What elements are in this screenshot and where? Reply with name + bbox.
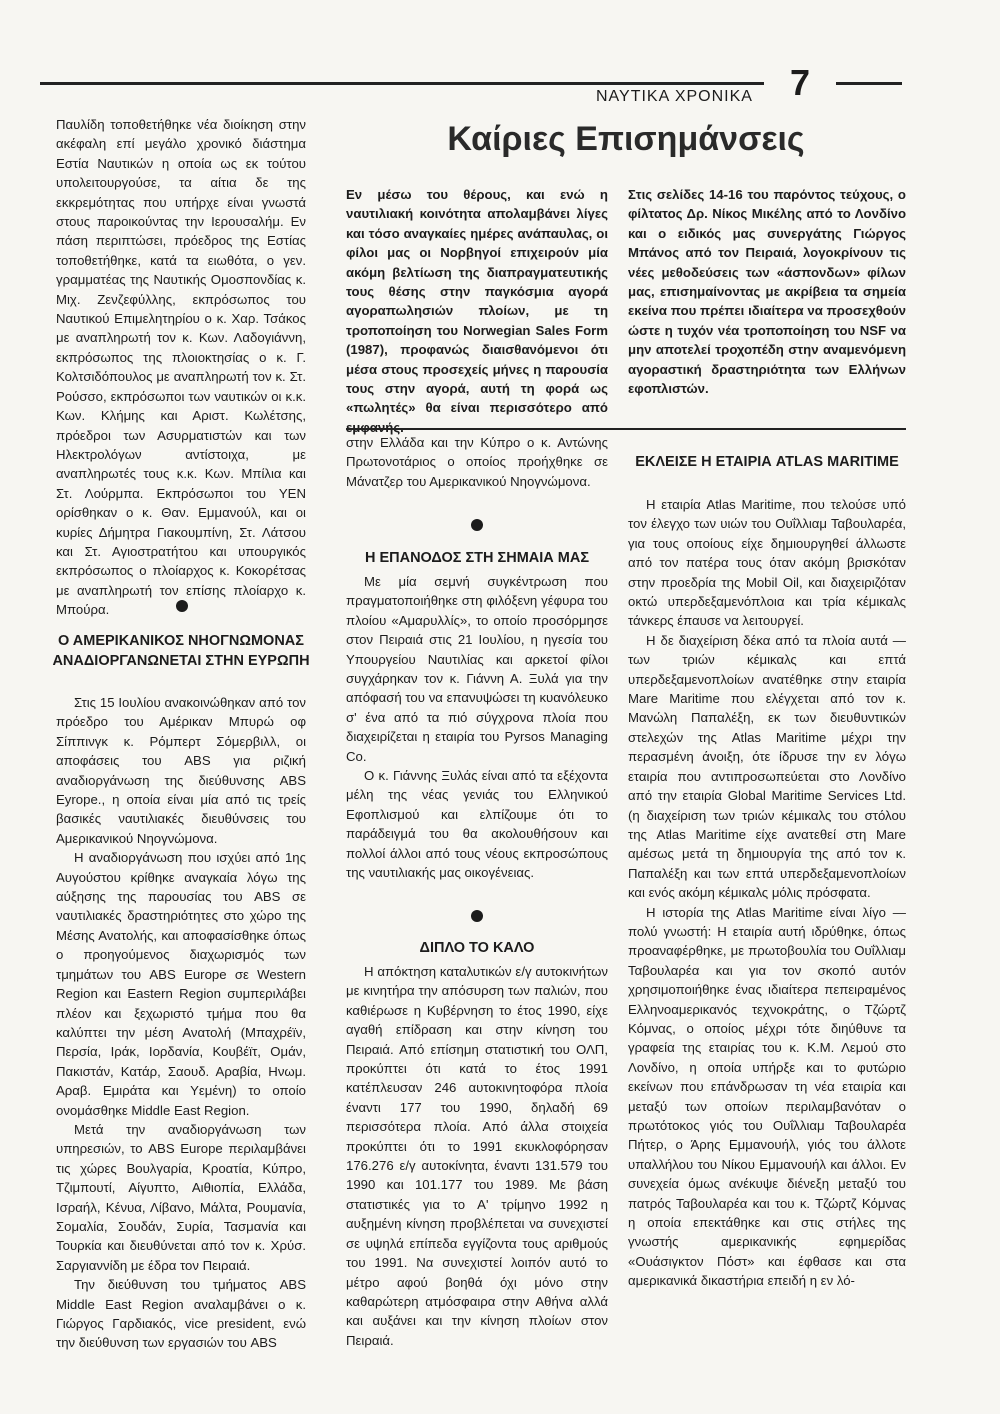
continuation-paragraph: στην Ελλάδα και την Κύπρο ο κ. Αντώνης Πρωτονοτάριος ο οποίος προήχθηκε σε Μάνατζερ του Αμερικανικού Νηογνώμονα.	[346, 435, 608, 489]
column-left	[56, 115, 306, 620]
epanodos-paragraph: Ο κ. Γιάννης Ξυλάς είναι από τα εξέχοντα μέλη της νέας γενιάς του Ελληνικού Εφοπλισμού και ελπίζουμε ότι το παράδειγμά του θα ακολουθήσουν και πολλοί άλλοι από τους νέους εκπροσώπους της ναυτιλιακής μας οικογένειας.	[346, 768, 608, 881]
diplo-article-body	[346, 962, 608, 1350]
diplo-paragraph: Η απόκτηση καταλυτικών ε/γ αυτοκινήτων με κινητήρα την απόσυρση των παλιών, που καθιέρωσε η Κυβέρνηση το έτος 1990, είχε αγαθή επίδραση και στην κίνηση του Πειραιά. Από επίσημη στατιστική του ΟΛΠ, προκύπτει ότι κατά το έτος 1991 κατέπλευσαν 246 αυτοκινητοφόρα πλοία έναντι 177 του 1990, δηλαδή 69 περισσότερα πλοία. Από άλλα στοιχεία προκύπτει ότι το 1991 εκυκλοφόρησαν 176.276 ε/γ αυτοκίνητα, έναντι 131.579 του 1990 και 101.177 του 1989. Με βάση στατιστικές για το Α' τρίμηνο 1992 η αυξημένη κίνηση προβλέπεται να συνεχιστεί σε υψηλά επίπεδα εγγίζοντα τους αριθμούς του 1991. Να συνεχιστεί λοιπόν αυτό το μέτρο αφού βοηθά όχι μόνο στην καθαρώτερη ατμόσφαιρα στην Αθήνα αλλά και αυξάνει και την κίνηση πλοίων στον Πειραιά.	[346, 964, 608, 1348]
article-heading-abs: Ο ΑΜΕΡΙΚΑΝΙΚΟΣ ΝΗΟΓΝΩΜΟΝΑΣ ΑΝΑΔΙΟΡΓΑΝΩΝΕΤΑΙ ΣΤΗΝ ΕΥΡΩΠΗ	[52, 633, 310, 669]
atlas-paragraph: Η εταιρία Atlas Maritime, που τελούσε υπό τον έλεγχο των υιών του Ουΐλλιαμ Ταβουλαρέα, για τους οποίους είχε δημιουργηθεί άλλωστε από τον πατέρα τους όταν ακόμη βρισκόταν στην προεδρία της Mobil Oil, και διαχειριζόταν οκτώ υπερδεξαμενόπλοια και τρία κέμικαλς τάνκερς έπαυσε να λειτουργεί.	[628, 497, 906, 629]
abs-paragraph: Μετά την αναδιοργάνωση των υπηρεσιών, το ABS Europe περιλαμβάνει τις χώρες Βουλγαρία, Κροατία, Κύπρο, Τζιμπουτί, Αίγυπτο, Αιθιοπία, Ελλάδα, Ισραήλ, Κένυα, Λίβανο, Μάλτα, Ρουμανία, Σομαλία, Σουδάν, Συρία, Τασμανία και Τουρκία και διευθύνεται από τον κ. Χρύσ. Σαργιαννίδη με έδρα τον Πειραιά.	[56, 1121, 306, 1273]
feature-bottom-rule	[346, 428, 906, 430]
atlas-article-body	[628, 495, 906, 1291]
intro-paragraph: Παυλίδη τοποθετήθηκε νέα διοίκηση στην ακέφαλη επί μεγάλο χρονικό διάστημα Εστία Ναυτικών η οποία ως εκ τούτου υπολειτουργούσε, τα αίτια δε της εκκρεμότητας που υπήρχε είναι γνωστά στους παροικούντας την Ιερουσαλήμ. Εν πάση περιπτώσει, πρόεδρος της Εστίας τοποθετήθηκε, κατά τα ειωθότα, ο γεν. γραμματέας της Ναυτικής Ομοσπονδίας κ. Μιχ. Ζενζεφύλλης, εκπρόσωπος του Ναυτικού Επιμελητηρίου ο κ. Χαρ. Τσάκος με αναπληρωτή τον κ. Κων. Λαδογιάννη, εκπρόσωπος της πλοιοκτησίας ο κ. Γ. Κολτσιδόπουλος με αναπληρωτή τον κ. Στ. Ρούσσο, εκπρόσωποι των ναυτικών οι κ.κ. Κων. Κλήμης και Αριστ. Κωλέτσης, πρόεδροι των Ασυρματιστών και των Ηλεκτρολόγων αντίστοιχα, με αναπληρωτές τους κ.κ. Κων. Μπίλια και Στ. Λούρμπα. Εκπρόσωποι του ΥΕΝ ορίσθηκαν ο κ. Θαν. Εμμανούλ, και οι κυρίες Δήμητρα Γιακουμπίνη, Στ. Λάτσου και Στ. Αγιοστρατήτου και υπουργικός εκπρόσωπος ο πλοίαρχος κ. Κοκορέτσας με αναπληρωτή τον επίσης πλοίαρχο κ. Μπούρα.	[56, 117, 306, 618]
article-heading-atlas: ΕΚΛΕΙΣΕ Η ΕΤΑΙΡΙΑ ATLAS MARITIME	[635, 454, 899, 470]
page-number: 7	[790, 62, 811, 103]
section-bullet	[176, 600, 188, 612]
abs-paragraph: Στις 15 Ιουλίου ανακοινώθηκαν από τον πρόεδρο του Αμέρικαν Μπυρώ οφ Σίππινγκ κ. Ρόμπερτ Σόμερβιλλ, οι αποφάσεις του ABS για ριζική αναδιοργάνωση της διεύθυνσης ABS Eyrope., η οποία είναι μία από τις τρείς βασικές ναυτιλιακές διευθύνσεις του Αμερικανικού Νηογνώμονα.	[56, 695, 306, 846]
magazine-title: ΝΑΥΤΙΚΑ ΧΡΟΝΙΚΑ	[596, 88, 753, 105]
article-heading-epanodos: Η ΕΠΑΝΟΔΟΣ ΣΤΗ ΣΗΜΑΙΑ ΜΑΣ	[364, 550, 590, 566]
column-middle	[346, 433, 608, 491]
section-bullet	[471, 519, 483, 531]
header-rule-left	[40, 82, 764, 85]
atlas-paragraph: Η ιστορία της Atlas Maritime είναι λίγο — πολύ γνωστή: Η εταιρία αυτή ιδρύθηκε, όπως προαναφέρθηκε, με πρωτοβουλία του Ουΐλλιαμ Ταβουλαρέα και για τον σκοπό αυτόν χρησιμοποιήθηκε ένας ιδιαίτερα πεπειραμένος Ελληνοαμερικανός τεχνοκράτης, ο Τζώρτζ Κόμνας, ο οποίος μέχρι τότε διηύθυνε τα γραφεία της εταιρίας του κ. Κ.Μ. Λεμού στο Λονδίνο, η οποία υπήρξε και το φυτώριο εκείνων που επάνδρωσαν τη νέα εταιρία και μεταξύ των οποίων περιλαμβανόταν ο πρωτότοκος γιός του Ουΐλλιαμ Ταβουλαρέα Πήτερ, ο Άρης Εμμανουήλ, γιός του άλλοτε υπαλλήλου του Νίκου Εμμανουήλ και άλλοι. Εν συνεχεία όμως ανέκυψε διένεξη μεταξύ του πατρός Ταβουλαρέα και του κ. Τζώρτζ Κόμνας η οποία επεκτάθηκε και στις στήλες της γνωστής αμερικανικής εφημερίδας «Ουάσιγκτον Πόστ» και έφθασε και στα αμερικανικά δικαστήρια επειδή η εν λό-	[628, 904, 906, 1289]
epanodos-article-body	[346, 572, 608, 883]
feature-title: Καίριες Επισημάνσεις	[447, 120, 805, 158]
epanodos-paragraph: Με μία σεμνή συγκέντρωση που πραγματοποιήθηκε στη φιλόξενη γέφυρα του πλοίου «Αμαρυλλίς», το οποίο προσόρμησε στον Πειραιά στις 21 Ιουλίου, η ηγεσία του Υπουργείου Ναυτιλίας και αρκετοί φίλοι συγχάρηκαν τον κ. Γιάννη Α. Ξυλά για την απόφασή του να επανυψώσει τη κυανόλευκο σ' ένα από τα πιό σύγχρονα πλοία που διαχειρίζεται η εταιρία του Pyrsos Managing Co.	[346, 574, 608, 764]
article-heading-diplo: ΔΙΠΛΟ ΤΟ ΚΑΛΟ	[419, 940, 535, 956]
header-rule-right	[836, 82, 902, 85]
feature-left-text: Εν μέσω του θέρους, και ενώ η ναυτιλιακή κοινότητα απολαμβάνει λίγες και τόσο αναγκαίες ημέρες ανάπαυλας, οι φίλοι μας οι Νορβηγοί επιχειρούν μία ακόμη βελτίωση της διαπραγματευτικής τους θέσης στην παγκόσμια αγορά αγοραπωλησιών πλοίων, με τη τροποποίηση του Norwegian Sales Form (1987), προφανώς διαισθανόμενοι ότι μέσα στους προσεχείς μήνες η παρουσία τους στην αγορά, αυτή τη φορά ως «πωλητές» θα είναι περισσότερο από εμφανής.	[346, 187, 608, 435]
abs-article-body	[56, 693, 306, 1353]
abs-paragraph: Την διεύθυνση του τμήματος ABS Middle East Region αναλαμβάνει ο κ. Γιώργος Γαρδιακός, vice president, ενώ την διεύθυνση των εργασιών του ABS	[56, 1277, 306, 1351]
abs-paragraph: Η αναδιοργάνωση που ισχύει από 1ης Αυγούστου κρίθηκε αναγκαία λόγω της αύξησης της παρουσίας του ABS σε ναυτιλιακές δραστηριότητες στο χώρο της Μέσης Ανατολής, και αποφασίσθηκε όπως ο προηγούμενος διαχωρισμός των τμημάτων του ABS Europe σε Western Region και Eastern Region συμπεριλάβει πλέον και ξεχωριστό τμήμα που θα καλύπτει την μέση Ανατολή (Μπαχρέϊν, Περσία, Ιράκ, Ιορδανία, Κουβέϊτ, Ομάν, Πακιστάν, Κατάρ, Σαουδ. Αραβία, Ηνωμ. Αραβ. Εμιράτα και Υεμένη) το οποίο ονομάσθηκε Middle East Region.	[56, 850, 306, 1118]
section-bullet	[471, 910, 483, 922]
feature-right-text: Στις σελίδες 14-16 του παρόντος τεύχους, ο φίλτατος Δρ. Νίκος Μικέλης από το Λονδίνο και ο ειδικός μας συνεργάτης Γιώργος Μπάνος από τον Πειραιά, λογοκρίνουν τις νέες μεθοδεύσεις των «άσπονδων» φίλων μας, επισημαίνοντας με ακρίβεια τα σημεία εκείνα που πρέπει ιδιαίτερα να προσεχθούν ώστε η τυχόν νέα τροποποίηση του NSF να μην αποτελεί τροχοπέδη στην αναμενόμενη αγοραστική δραστηριότητα των Ελλήνων εφοπλιστών.	[628, 187, 906, 397]
atlas-paragraph: Η δε διαχείριση δέκα από τα πλοία αυτά — των τριών κέμικαλς και επτά υπερδεξαμενοπλοίων ανατέθηκε στην εταιρία Mare Maritime που ελέγχεται από τον κ. Μανώλη Παπαλέξη, εκ των διευθυντικών στελεχών της Atlas Maritime μέχρι την περασμένη άνοιξη, ότε ίδρυσε την εν λόγω εταιρία που αντιπροσωπεύεται στο Λονδίνο από την εταιρία Global Maritime Services Ltd. (η διαχείριση των τριών κέμικαλς του στόλου της Atlas Maritime είχε ανατεθεί στη Mare αμέσως μετά τη δημιουργία της από τον κ. Παπαλέξη και των επτά υπερδεξαμενοπλοίων και ενός ακόμη κέμικαλς μόλις πρόσφατα.	[628, 632, 906, 901]
